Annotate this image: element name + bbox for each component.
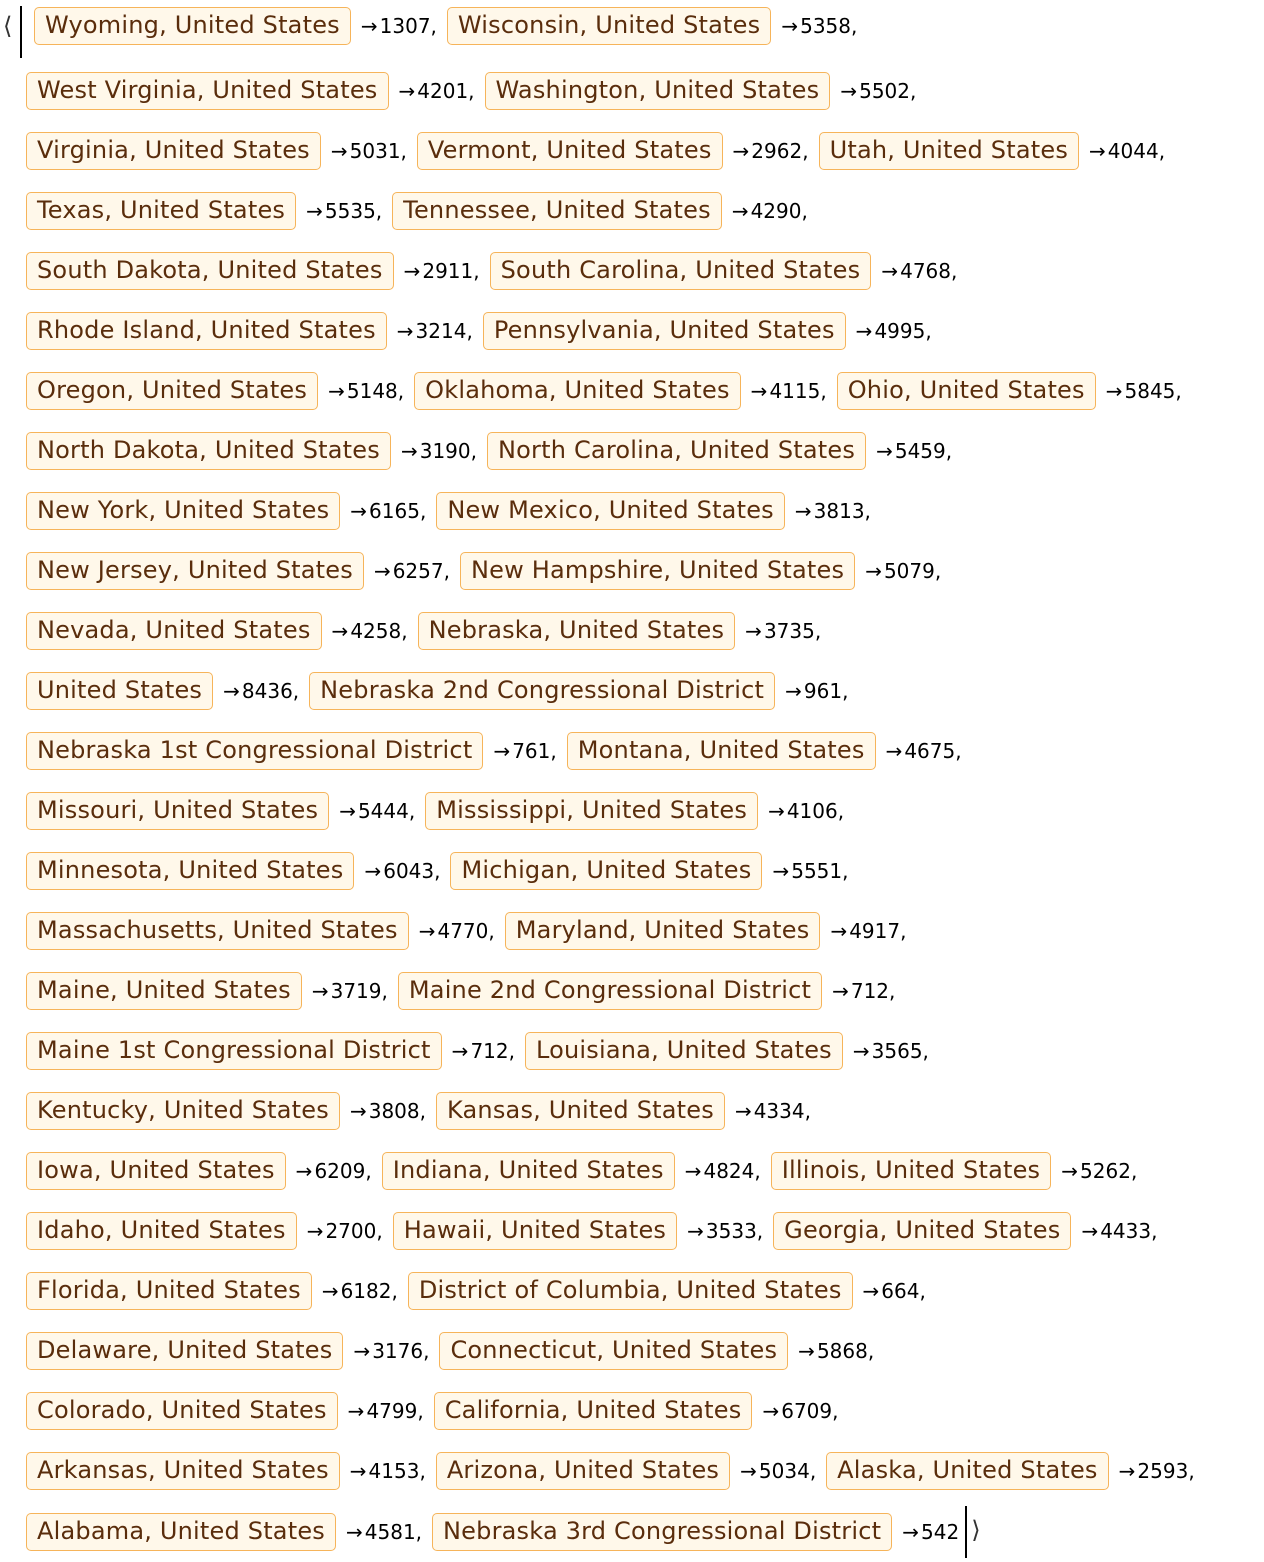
separator-comma: , — [951, 259, 958, 283]
association-row — [26, 791, 854, 831]
entity-value: 5358 — [800, 14, 851, 38]
entity-value: 4995 — [874, 319, 926, 343]
entity-value: 4258 — [350, 619, 402, 643]
entity-chip[interactable]: Maine, United States — [26, 972, 302, 1010]
entity-chip[interactable]: Alaska, United States — [826, 1452, 1108, 1490]
separator-comma: , — [466, 319, 473, 343]
rule-arrow: → — [876, 439, 893, 463]
rule-arrow: → — [852, 1039, 870, 1063]
entity-chip[interactable]: Arkansas, United States — [26, 1452, 340, 1490]
separator-comma: , — [434, 859, 441, 883]
entity-value: 3190 — [419, 439, 471, 463]
rule-arrow: → — [687, 1219, 704, 1243]
association-row — [26, 371, 1192, 411]
rule-arrow: → — [306, 199, 323, 223]
entity-chip[interactable]: Colorado, United States — [26, 1392, 338, 1430]
rule-arrow: → — [745, 619, 762, 643]
rule-arrow: → — [902, 1520, 919, 1544]
entity-chip[interactable]: Vermont, United States — [417, 132, 723, 170]
separator-comma: , — [864, 499, 871, 523]
separator-comma: , — [842, 679, 849, 703]
entity-value: 3808 — [368, 1099, 420, 1123]
entity-value: 5535 — [324, 199, 376, 223]
rule-arrow: → — [1089, 139, 1106, 163]
entity-value: 5031 — [349, 139, 401, 163]
association-row — [26, 911, 916, 951]
separator-comma: , — [468, 79, 475, 103]
entity-chip[interactable]: Delaware, United States — [26, 1332, 343, 1370]
separator-comma: , — [842, 859, 849, 883]
separator-comma: , — [419, 1459, 426, 1483]
rule-arrow: → — [328, 379, 345, 403]
rule-arrow: → — [418, 919, 436, 943]
entity-value: 2911 — [422, 259, 474, 283]
entity-value: 2593 — [1137, 1459, 1189, 1483]
entity-chip[interactable]: Missouri, United States — [26, 792, 329, 830]
entity-chip[interactable]: Maine 1st Congressional District — [26, 1032, 442, 1070]
open-bracket-glyph: ⟨ — [3, 12, 13, 40]
separator-comma: , — [419, 1099, 426, 1123]
entity-chip[interactable]: Maryland, United States — [505, 912, 821, 950]
entity-chip[interactable]: Ohio, United States — [837, 372, 1096, 410]
bracket-bar — [20, 6, 22, 58]
entity-chip[interactable]: Kentucky, United States — [26, 1092, 340, 1130]
separator-comma: , — [408, 799, 416, 823]
association-row — [26, 1211, 1167, 1251]
separator-comma: , — [470, 439, 477, 463]
association-row — [26, 1512, 989, 1552]
entity-chip[interactable]: Montana, United States — [567, 732, 876, 770]
separator-comma: , — [423, 1339, 430, 1363]
entity-value: 4768 — [900, 259, 951, 283]
rule-arrow: → — [451, 1039, 469, 1063]
association-row — [26, 491, 881, 531]
entity-chip[interactable]: Illinois, United States — [771, 1152, 1052, 1190]
rule-arrow: → — [396, 319, 414, 343]
entity-chip[interactable]: Mississippi, United States — [425, 792, 758, 830]
entity-chip[interactable]: Florida, United States — [26, 1272, 312, 1310]
rule-arrow: → — [1118, 1459, 1136, 1483]
entity-chip[interactable]: New York, United States — [26, 492, 340, 530]
entity-value: 961 — [803, 679, 843, 703]
association-row — [26, 1331, 884, 1371]
entity-value: 3214 — [415, 319, 467, 343]
entity-value: 2962 — [751, 139, 803, 163]
entity-value: 6209 — [314, 1159, 366, 1183]
rule-arrow: → — [295, 1159, 313, 1183]
association-row — [26, 71, 926, 111]
rule-arrow: → — [360, 14, 378, 38]
rule-arrow: → — [794, 499, 812, 523]
separator-comma: , — [900, 919, 907, 943]
rule-arrow: → — [349, 1459, 367, 1483]
entity-value: 3719 — [330, 979, 382, 1003]
separator-comma: , — [814, 619, 822, 643]
rule-arrow: → — [306, 1219, 324, 1243]
rule-arrow: → — [865, 559, 882, 583]
association-row — [26, 1091, 821, 1131]
rule-arrow: → — [1081, 1219, 1099, 1243]
separator-comma: , — [375, 199, 383, 223]
rule-arrow: → — [1061, 1159, 1079, 1183]
entity-chip[interactable]: Louisiana, United States — [525, 1032, 843, 1070]
entity-chip[interactable]: North Dakota, United States — [26, 432, 391, 470]
association-row — [26, 1271, 936, 1311]
rule-arrow: → — [862, 1279, 880, 1303]
entity-value: 4917 — [849, 919, 901, 943]
entity-value: 712 — [470, 1039, 509, 1063]
rule-arrow: → — [311, 979, 329, 1003]
entity-value: 1307 — [379, 14, 431, 38]
separator-comma: , — [925, 319, 932, 343]
separator-comma: , — [867, 1339, 875, 1363]
separator-comma: , — [381, 979, 388, 1003]
entity-chip[interactable]: Texas, United States — [26, 192, 296, 230]
rule-arrow: → — [339, 799, 356, 823]
association-row — [26, 971, 905, 1011]
separator-comma: , — [550, 739, 557, 763]
separator-comma: , — [365, 1159, 372, 1183]
close-association-bracket — [959, 1512, 989, 1552]
separator-comma: , — [1158, 139, 1166, 163]
entity-chip[interactable]: South Dakota, United States — [26, 252, 394, 290]
entity-chip[interactable]: Michigan, United States — [450, 852, 762, 890]
entity-value: 5148 — [346, 379, 398, 403]
separator-comma: , — [1175, 379, 1182, 403]
close-bracket-glyph: ⟩ — [971, 1516, 981, 1544]
entity-chip[interactable]: Oregon, United States — [26, 372, 318, 410]
rule-arrow: → — [331, 619, 349, 643]
entity-chip[interactable]: Arizona, United States — [436, 1452, 730, 1490]
bracket-bar — [965, 1506, 967, 1558]
entity-chip[interactable]: Idaho, United States — [26, 1212, 297, 1250]
entity-chip[interactable]: Iowa, United States — [26, 1152, 286, 1190]
entity-chip[interactable]: Tennessee, United States — [392, 192, 722, 230]
rule-arrow: → — [321, 1279, 339, 1303]
separator-comma: , — [419, 499, 427, 523]
rule-arrow: → — [772, 859, 790, 883]
entity-value: 6257 — [392, 559, 444, 583]
entity-value: 4115 — [769, 379, 821, 403]
rule-arrow: → — [798, 1339, 815, 1363]
rule-arrow: → — [684, 1159, 702, 1183]
separator-comma: , — [804, 1099, 811, 1123]
rule-arrow: → — [398, 79, 416, 103]
entity-value: 664 — [881, 1279, 920, 1303]
entity-value: 4044 — [1107, 139, 1159, 163]
separator-comma: , — [809, 1459, 817, 1483]
rule-arrow: → — [330, 139, 348, 163]
entity-value: 4770 — [437, 919, 489, 943]
rule-arrow: → — [762, 1399, 780, 1423]
separator-comma: , — [910, 79, 917, 103]
entity-chip[interactable]: West Virginia, United States — [26, 72, 389, 110]
entity-value: 5444 — [357, 799, 409, 823]
entity-chip[interactable]: New Hampshire, United States — [460, 552, 855, 590]
entity-chip[interactable]: Georgia, United States — [773, 1212, 1071, 1250]
entity-value: 4675 — [904, 739, 956, 763]
rule-arrow: → — [840, 79, 858, 103]
separator-comma: , — [801, 199, 808, 223]
entity-chip[interactable]: Indiana, United States — [382, 1152, 675, 1190]
rule-arrow: → — [740, 1459, 757, 1483]
entity-value: 3565 — [871, 1039, 923, 1063]
rule-arrow: → — [768, 799, 785, 823]
entity-chip[interactable]: New Jersey, United States — [26, 552, 364, 590]
separator-comma: , — [945, 439, 953, 463]
association-row — [26, 251, 967, 291]
rule-arrow: → — [750, 379, 768, 403]
rule-arrow: → — [400, 439, 418, 463]
entity-chip[interactable]: Wisconsin, United States — [447, 7, 771, 45]
separator-comma: , — [851, 14, 858, 38]
separator-comma: , — [443, 559, 450, 583]
entity-chip[interactable]: Rhode Island, United States — [26, 312, 387, 350]
entity-value: 6182 — [340, 1279, 392, 1303]
entity-value: 4799 — [366, 1399, 418, 1423]
rule-arrow: → — [347, 1399, 365, 1423]
separator-comma: , — [754, 1159, 761, 1183]
entity-value: 761 — [512, 739, 551, 763]
association-row — [26, 611, 831, 651]
association-row — [26, 671, 858, 711]
separator-comma: , — [820, 379, 827, 403]
association-row — [26, 131, 1175, 171]
separator-comma: , — [919, 1279, 926, 1303]
separator-comma: , — [832, 1399, 839, 1423]
association-row — [26, 431, 962, 471]
rule-arrow: → — [349, 1099, 367, 1123]
open-association-bracket — [0, 6, 34, 46]
association-row — [26, 1031, 939, 1071]
entity-chip[interactable]: Alabama, United States — [26, 1513, 336, 1551]
entity-chip[interactable]: North Carolina, United States — [487, 432, 866, 470]
entity-value: 3735 — [763, 619, 815, 643]
entity-value: 6709 — [781, 1399, 833, 1423]
entity-value: 3533 — [705, 1219, 757, 1243]
entity-chip[interactable]: Oklahoma, United States — [414, 372, 741, 410]
separator-comma: , — [430, 14, 437, 38]
entity-value: 4581 — [364, 1520, 416, 1544]
entity-chip[interactable]: South Carolina, United States — [490, 252, 872, 290]
entity-chip[interactable]: Connecticut, United States — [439, 1332, 788, 1370]
rule-arrow: → — [373, 559, 391, 583]
entity-value: 3813 — [813, 499, 865, 523]
separator-comma: , — [473, 259, 480, 283]
association-row — [26, 851, 859, 891]
association-row — [26, 1451, 1205, 1491]
entity-value: 542 — [921, 1520, 960, 1544]
separator-comma: , — [802, 139, 809, 163]
rule-arrow: → — [855, 319, 873, 343]
separator-comma: , — [508, 1039, 515, 1063]
rule-arrow: → — [785, 679, 802, 703]
rule-arrow: → — [832, 979, 849, 1003]
separator-comma: , — [292, 679, 300, 703]
separator-comma: , — [1130, 1159, 1138, 1183]
separator-comma: , — [397, 379, 405, 403]
separator-comma: , — [922, 1039, 929, 1063]
separator-comma: , — [756, 1219, 764, 1243]
entity-value: 8436 — [241, 679, 293, 703]
association-row — [0, 6, 867, 46]
rule-arrow: → — [364, 859, 382, 883]
rule-arrow: → — [781, 14, 799, 38]
entity-value: 5502 — [859, 79, 911, 103]
entity-chip[interactable]: Minnesota, United States — [26, 852, 354, 890]
entity-chip[interactable]: Maine 2nd Congressional District — [398, 972, 822, 1010]
separator-comma: , — [934, 559, 942, 583]
rule-arrow: → — [732, 139, 750, 163]
separator-comma: , — [417, 1399, 424, 1423]
rule-arrow: → — [493, 739, 511, 763]
separator-comma: , — [1188, 1459, 1195, 1483]
separator-comma: , — [889, 979, 896, 1003]
entity-chip[interactable]: Nebraska 1st Congressional District — [26, 732, 483, 770]
entity-chip[interactable]: Hawaii, United States — [393, 1212, 677, 1250]
rule-arrow: → — [734, 1099, 752, 1123]
entity-chip[interactable]: Pennsylvania, United States — [483, 312, 846, 350]
entity-chip[interactable]: Nebraska 3rd Congressional District — [432, 1513, 892, 1551]
entity-value: 5459 — [894, 439, 946, 463]
entity-value: 5034 — [758, 1459, 810, 1483]
entity-chip[interactable]: Washington, United States — [485, 72, 831, 110]
separator-comma: , — [955, 739, 962, 763]
entity-value: 3176 — [372, 1339, 424, 1363]
association-row — [26, 1151, 1147, 1191]
entity-value: 4824 — [703, 1159, 755, 1183]
entity-value: 5079 — [883, 559, 935, 583]
rule-arrow: → — [223, 679, 240, 703]
entity-chip[interactable]: California, United States — [434, 1392, 753, 1430]
entity-value: 5551 — [791, 859, 843, 883]
entity-chip[interactable]: Nevada, United States — [26, 612, 322, 650]
rule-arrow: → — [885, 739, 903, 763]
rule-arrow: → — [346, 1520, 363, 1544]
rule-arrow: → — [881, 259, 899, 283]
entity-value: 4106 — [786, 799, 838, 823]
rule-arrow: → — [350, 499, 368, 523]
entity-value: 4433 — [1100, 1219, 1152, 1243]
rule-arrow: → — [403, 259, 421, 283]
entity-value: 2700 — [325, 1219, 377, 1243]
entity-value: 4201 — [417, 79, 469, 103]
separator-comma: , — [488, 919, 495, 943]
entity-chip[interactable]: Wyoming, United States — [34, 7, 351, 45]
rule-arrow: → — [731, 199, 749, 223]
association-row — [26, 731, 972, 771]
rule-arrow: → — [830, 919, 848, 943]
entity-value: 5868 — [816, 1339, 868, 1363]
entity-chip[interactable]: New Mexico, United States — [436, 492, 785, 530]
separator-comma: , — [837, 799, 845, 823]
separator-comma: , — [415, 1520, 423, 1544]
entity-chip[interactable]: Virginia, United States — [26, 132, 321, 170]
separator-comma: , — [400, 139, 407, 163]
association-row — [26, 191, 818, 231]
entity-value: 5845 — [1124, 379, 1176, 403]
entity-value: 6043 — [383, 859, 435, 883]
entity-value: 4153 — [368, 1459, 420, 1483]
association-row — [26, 551, 951, 591]
association-row — [26, 311, 942, 351]
separator-comma: , — [1151, 1219, 1158, 1243]
entity-chip[interactable]: Nebraska 2nd Congressional District — [309, 672, 775, 710]
entity-chip[interactable]: Massachusetts, United States — [26, 912, 409, 950]
entity-chip[interactable]: District of Columbia, United States — [408, 1272, 853, 1310]
association-row — [26, 1391, 848, 1431]
separator-comma: , — [401, 619, 408, 643]
separator-comma: , — [376, 1219, 383, 1243]
entity-chip[interactable]: Nebraska, United States — [418, 612, 736, 650]
entity-chip[interactable]: Kansas, United States — [436, 1092, 725, 1130]
rule-arrow: → — [1105, 379, 1123, 403]
separator-comma: , — [391, 1279, 398, 1303]
entity-value: 5262 — [1080, 1159, 1131, 1183]
entity-value: 6165 — [369, 499, 420, 523]
entity-chip[interactable]: Utah, United States — [819, 132, 1079, 170]
entity-value: 4290 — [750, 199, 802, 223]
entity-value: 4334 — [753, 1099, 805, 1123]
entity-chip[interactable]: United States — [26, 672, 213, 710]
entity-value: 712 — [850, 979, 890, 1003]
rule-arrow: → — [353, 1339, 371, 1363]
